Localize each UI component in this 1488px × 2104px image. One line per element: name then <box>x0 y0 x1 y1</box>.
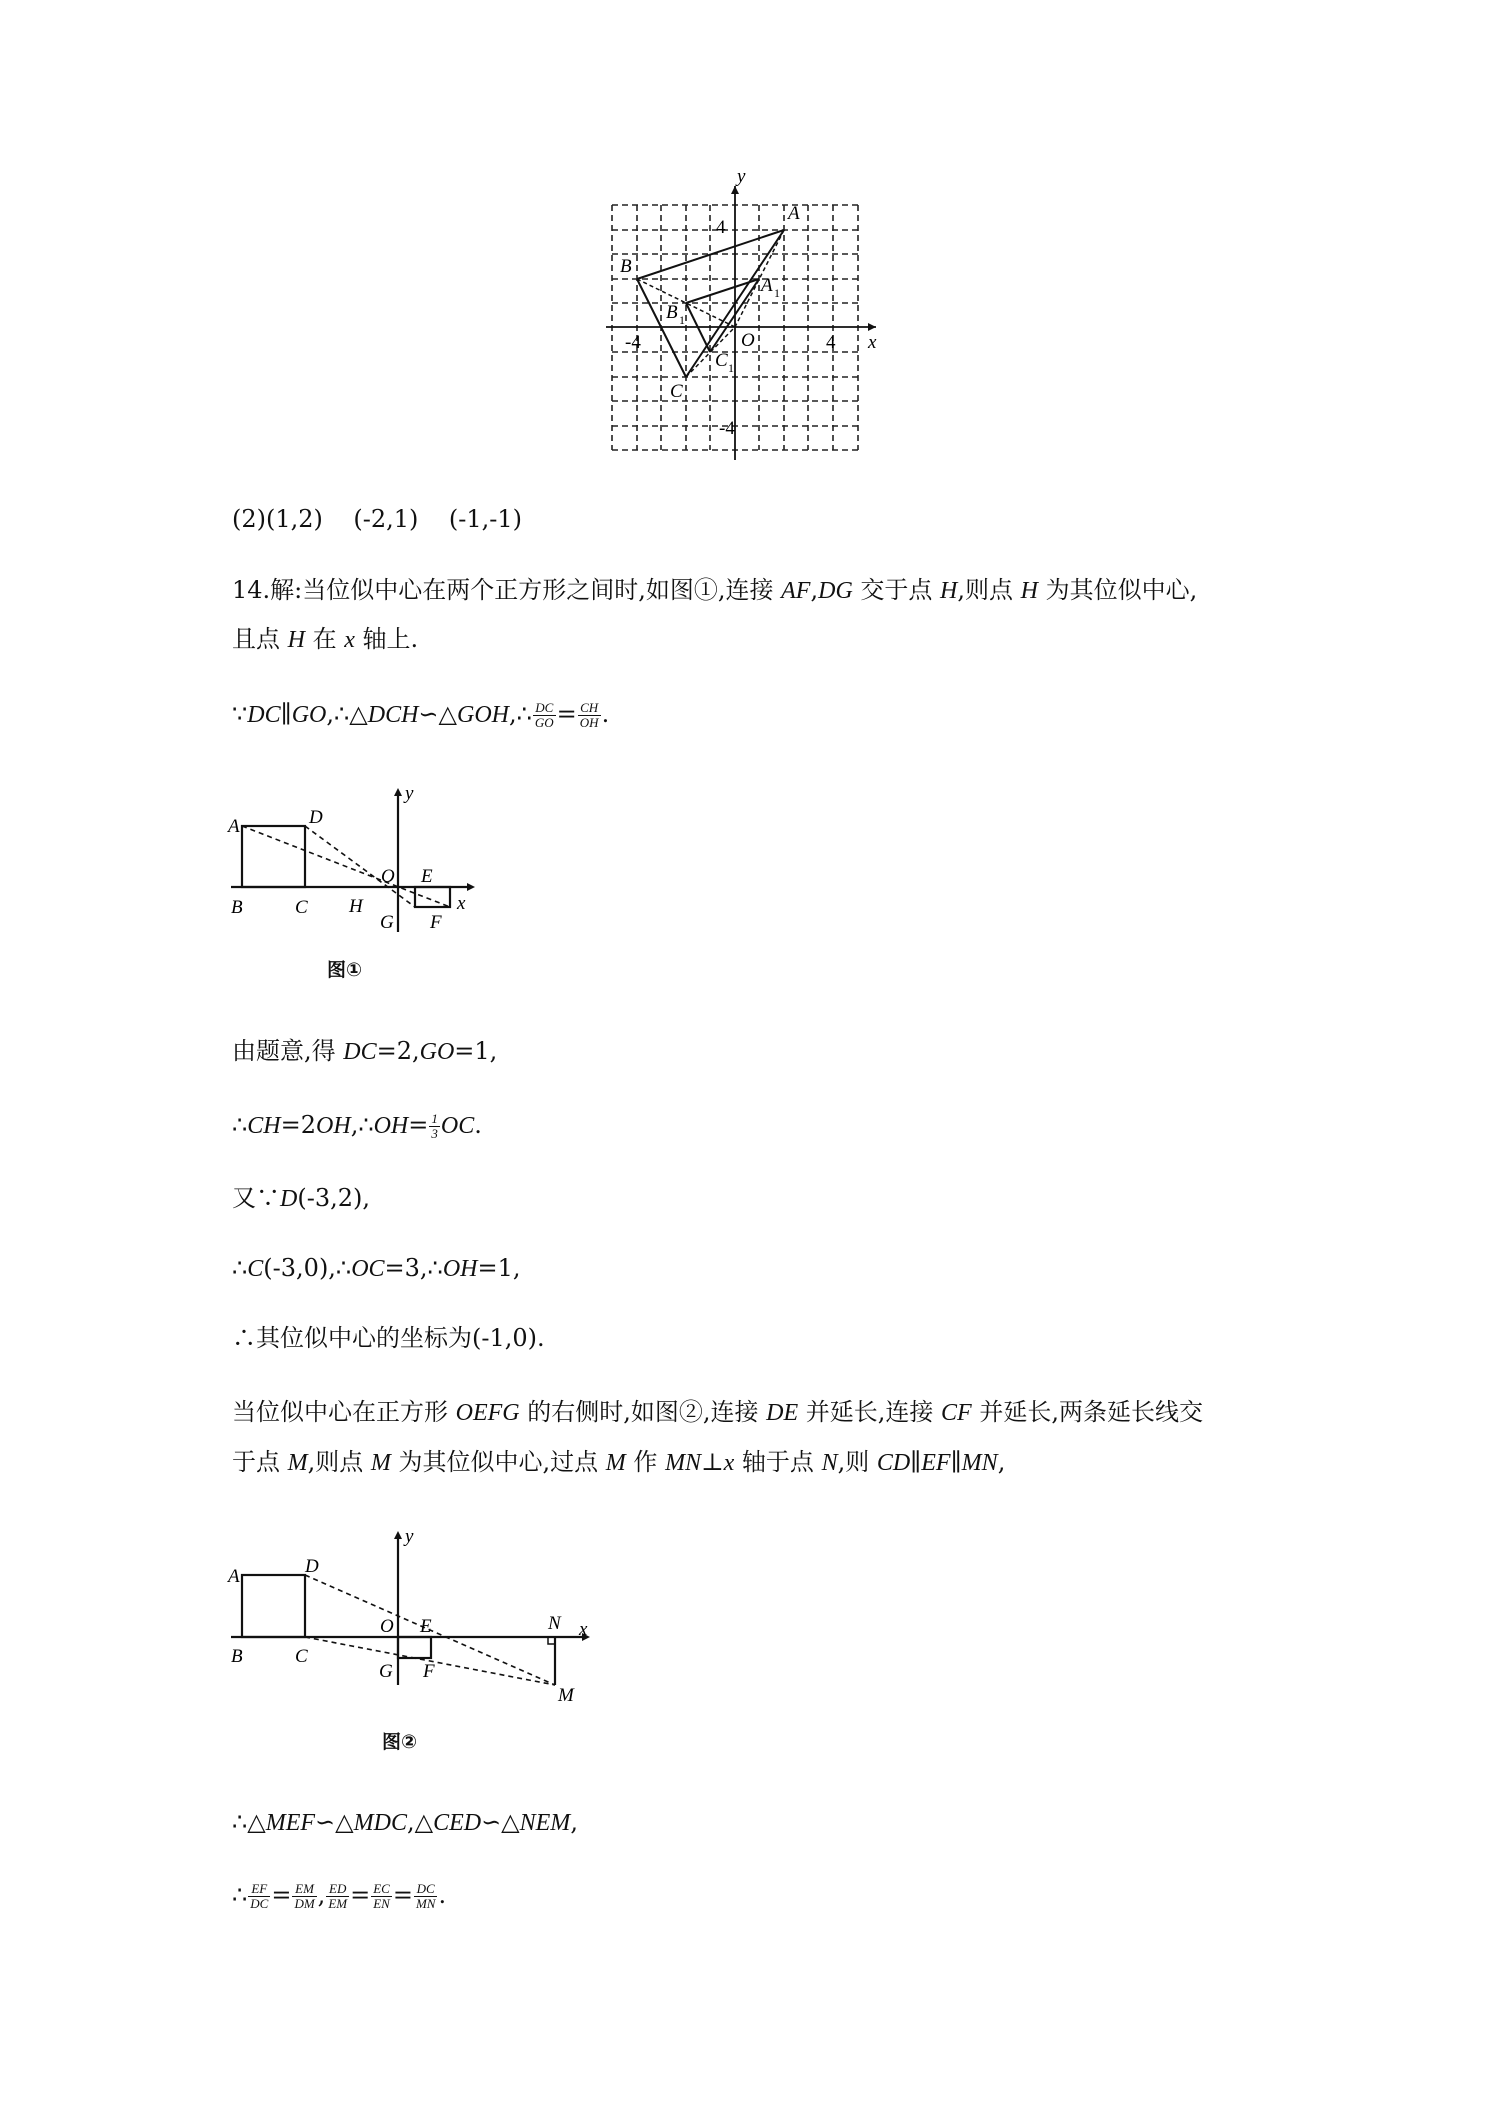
fig2-label-a: A <box>228 1566 240 1587</box>
fig2-label-f: F <box>423 1661 435 1682</box>
tick-x-neg4: -4 <box>625 332 641 353</box>
point-a1-label: A <box>761 275 773 296</box>
point-c1-label: C <box>715 350 728 371</box>
final-line-1 <box>232 1807 578 1838</box>
text: 并延长,连接 <box>798 1398 942 1426</box>
fig2-label-o: O <box>380 1616 394 1637</box>
text: M <box>287 1450 308 1476</box>
text: ,∴ <box>508 700 532 728</box>
point-b1-label: B <box>666 302 678 323</box>
text: CH <box>247 1113 281 1139</box>
text: C <box>247 1256 264 1282</box>
fig2-label-d: D <box>305 1556 319 1577</box>
text: AF <box>781 578 811 604</box>
text: OH <box>316 1113 351 1139</box>
fig2-label-c: C <box>295 1646 308 1667</box>
text: 在 <box>304 625 345 653</box>
text: ∽△ <box>315 1808 354 1836</box>
point-a-label: A <box>788 203 800 224</box>
denominator: GO <box>534 715 554 730</box>
text: ,则点 <box>307 1448 371 1476</box>
text: M <box>370 1450 391 1476</box>
text: ,则点 <box>957 576 1021 604</box>
fraction <box>414 1882 438 1911</box>
fig1-label-o: O <box>381 866 395 887</box>
text: =2, <box>376 1037 420 1065</box>
fig1-label-x: x <box>457 893 466 914</box>
text: MN <box>665 1450 702 1476</box>
fig1-label-y: y <box>405 783 414 804</box>
text: (-3,2), <box>297 1184 370 1212</box>
text: DE <box>766 1400 799 1426</box>
numerator: ED <box>326 1882 349 1897</box>
text: NEM <box>519 1810 571 1836</box>
answer-part-2-text: (2)(1,2) (-2,1) (-1,-1) <box>232 505 523 533</box>
text: 14.解:当位似中心在两个正方形之间时,如图①,连接 <box>232 576 782 604</box>
fig1-label-b: B <box>231 897 243 918</box>
fig2-label-g: G <box>379 1661 393 1682</box>
denominator: EN <box>373 1896 390 1911</box>
figure-2 <box>225 1525 605 1715</box>
text: CD∥EF∥MN <box>876 1450 998 1476</box>
text: = <box>392 1881 413 1909</box>
numerator: DC <box>533 701 556 716</box>
text: 并延长,两条延长线交 <box>971 1398 1203 1426</box>
point-b-label: B <box>620 256 632 277</box>
text: M <box>605 1450 626 1476</box>
fig2-label-b: B <box>231 1646 243 1667</box>
text: OEFG <box>455 1400 520 1426</box>
text: ∴ <box>232 1111 248 1139</box>
text: GOH <box>456 702 509 728</box>
text: ∴ <box>232 1254 248 1282</box>
text: 的右侧时,如图②,连接 <box>519 1398 767 1426</box>
text: (-3,0),∴ <box>263 1254 352 1282</box>
rays <box>637 230 784 377</box>
figure-2-caption: 图② <box>382 1731 418 1753</box>
denominator: OH <box>579 715 599 730</box>
text: , <box>810 576 819 604</box>
denominator: DC <box>250 1896 269 1911</box>
q14-line-2 <box>232 624 418 655</box>
figure-1 <box>225 782 485 942</box>
text: DG <box>818 578 853 604</box>
x-axis-label: x <box>868 332 877 353</box>
text: DC <box>343 1039 377 1065</box>
triangle-abc <box>637 230 784 377</box>
text: ,则 <box>837 1448 877 1476</box>
text: 且点 <box>232 625 288 653</box>
text: MEF <box>265 1810 316 1836</box>
text: ,∴△ <box>326 700 368 728</box>
fig2-label-y: y <box>405 1526 414 1547</box>
text: MDC <box>353 1810 407 1836</box>
denominator: DM <box>294 1896 315 1911</box>
text: H <box>940 578 958 604</box>
origin-label: O <box>741 330 755 351</box>
text: . <box>601 700 610 728</box>
text: GO <box>419 1039 455 1065</box>
text: CED <box>433 1810 482 1836</box>
text: = <box>350 1881 371 1909</box>
answer-part-2 <box>232 504 522 534</box>
point-c-label: C <box>670 381 683 402</box>
numerator: DC <box>414 1882 438 1897</box>
fraction <box>326 1882 349 1911</box>
fig2-label-e: E <box>420 1616 432 1637</box>
text: 为其位似中心, <box>1038 576 1198 604</box>
text: . <box>474 1111 482 1139</box>
denominator: MN <box>415 1896 436 1911</box>
text: 又∵ <box>232 1184 280 1212</box>
fig2-label-m: M <box>558 1685 574 1706</box>
fig1-label-g: G <box>380 912 394 933</box>
y-axis-label: y <box>737 172 746 187</box>
figure-1-caption: 图① <box>327 959 363 981</box>
fig1-label-e: E <box>421 866 433 887</box>
text: , <box>570 1808 578 1836</box>
coordinate-grid-figure <box>600 172 890 462</box>
text: x <box>344 627 355 653</box>
text: =3,∴ <box>384 1254 443 1282</box>
fig2-label-x: x <box>579 1619 588 1640</box>
text: ∴ <box>232 1881 248 1909</box>
step-5 <box>232 1323 545 1353</box>
text: ∽△ <box>418 700 457 728</box>
fraction <box>533 701 556 730</box>
text: ⊥ <box>701 1448 724 1476</box>
text: DC∥GO <box>247 702 327 728</box>
step-2 <box>232 1110 482 1141</box>
text: 为其位似中心,过点 <box>390 1448 606 1476</box>
step-1 <box>232 1036 497 1067</box>
text: = <box>408 1111 429 1139</box>
fraction <box>292 1882 316 1911</box>
text: H <box>1020 578 1038 604</box>
final-line-2 <box>232 1880 446 1911</box>
text: CF <box>941 1400 972 1426</box>
fraction <box>429 1112 440 1141</box>
step-3 <box>232 1183 370 1214</box>
axes <box>606 186 876 460</box>
fig2-label-n: N <box>548 1613 561 1634</box>
fig1-label-d: D <box>309 807 323 828</box>
text: 于点 <box>232 1448 288 1476</box>
point-a1-sub: 1 <box>774 286 780 300</box>
numerator: EC <box>373 1881 390 1896</box>
text: ∴其位似中心的坐标为(-1,0). <box>232 1324 545 1352</box>
fig1-label-a: A <box>228 816 240 837</box>
text: H <box>287 627 305 653</box>
point-c1-sub: 1 <box>728 361 734 375</box>
text: 作 <box>625 1448 666 1476</box>
tick-y-4: 4 <box>716 217 726 238</box>
numerator: EF <box>248 1882 270 1897</box>
text: , <box>997 1448 1006 1476</box>
text: 当位似中心在正方形 <box>232 1398 456 1426</box>
denominator: EM <box>328 1896 348 1911</box>
case2-line-1 <box>232 1397 1203 1428</box>
tick-y-neg4: -4 <box>719 418 735 439</box>
text: 轴于点 <box>734 1448 822 1476</box>
q14-line-1 <box>232 575 1197 606</box>
text: D <box>280 1186 298 1212</box>
fig1-label-f: F <box>430 912 442 933</box>
text: =1, <box>454 1037 498 1065</box>
numerator: 1 <box>431 1111 438 1126</box>
text: ∴△ <box>232 1808 266 1836</box>
fraction <box>578 701 601 730</box>
step-4 <box>232 1253 521 1284</box>
denominator: 3 <box>431 1126 438 1141</box>
text: =2 <box>280 1111 317 1139</box>
text: DCH <box>367 702 419 728</box>
text: 由题意,得 <box>232 1037 344 1065</box>
text: 交于点 <box>852 576 941 604</box>
numerator: EM <box>292 1882 316 1897</box>
numerator: CH <box>578 701 601 716</box>
text: ,△ <box>406 1808 434 1836</box>
text: OC <box>440 1113 475 1139</box>
fig1-label-c: C <box>295 897 308 918</box>
tick-x-4: 4 <box>826 332 836 353</box>
text: N <box>821 1450 838 1476</box>
fraction <box>371 1882 392 1911</box>
text: = <box>271 1881 292 1909</box>
point-b1-sub: 1 <box>679 313 685 327</box>
text: x <box>723 1450 735 1476</box>
fig1-label-h: H <box>349 896 363 917</box>
text: OH <box>442 1256 478 1282</box>
text: =1, <box>477 1254 521 1282</box>
text: OC <box>351 1256 385 1282</box>
q14-line-3 <box>232 699 609 730</box>
fraction <box>248 1882 270 1911</box>
text: , <box>317 1881 326 1909</box>
text: = <box>556 700 577 728</box>
text: ∵ <box>232 700 248 728</box>
text: ∽△ <box>481 1808 520 1836</box>
text: OH <box>373 1113 409 1139</box>
case2-line-2 <box>232 1447 1005 1478</box>
text: . <box>438 1881 447 1909</box>
text: ,∴ <box>350 1111 374 1139</box>
text: 轴上. <box>354 625 419 653</box>
